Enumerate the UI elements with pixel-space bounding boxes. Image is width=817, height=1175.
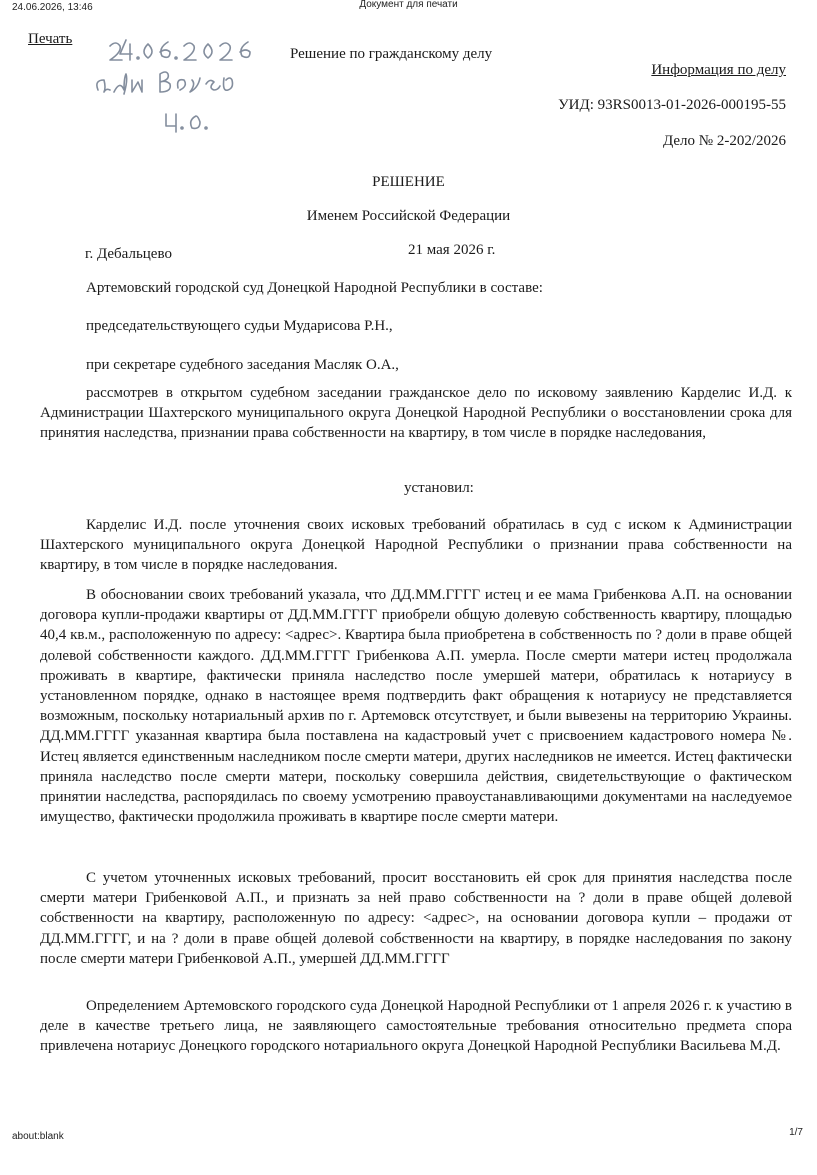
court-name: Артемовский городской суд Донецкой Народной Республики в составе: — [86, 280, 543, 296]
presiding-judge: председательствующего судьи Мударисова Р.Н., — [86, 318, 393, 334]
established-label: установил: — [404, 480, 474, 496]
print-datetime: 24.06.2026, 13:46 — [12, 2, 93, 13]
court-secretary: при секретаре судебного заседания Масляк О.А., — [86, 357, 399, 373]
paragraph-requests: С учетом уточненных исковых требований, просит восстановить ей срок для принятия наследства после смерти матери Грибенковой А.П., и признать за ней право собственности на ? доли в праве общей долевой собственности на квартиру, расположенную по адресу: <адрес>, на основании договора купли – продажи от ДД.ММ.ГГГГ, и на ? доли в праве общей долевой собственности на квартиру, в порядке наследования по закону после смерти матери Грибенковой А.П., умершей ДД.ММ.ГГГГ — [40, 870, 792, 967]
handwritten-note — [88, 36, 268, 146]
page-counter: 1/7 — [789, 1127, 803, 1138]
case-info-link[interactable]: Информация по делу — [651, 62, 786, 78]
paragraph-claim: Карделис И.Д. после уточнения своих исковых требований обратилась в суд с иском к Администрации Шахтерского муниципального округа Донецкой Народной Республики о признании права собственности на квартиру, в том числе в порядке наследования. — [40, 517, 792, 574]
case-number: Дело № 2-202/2026 — [662, 133, 786, 149]
decision-intro: рассмотрев в открытом судебном заседании гражданское дело по исковому заявлению Карделис И.Д. к Администрации Шахтерского муниципального округа Донецкой Народной Республики о восстановлении срока для принятия наследства, признании права собственности на квартиру, в том числе в порядке наследования, — [40, 385, 792, 442]
print-link[interactable]: Печать — [28, 31, 73, 47]
case-title: Решение по гражданскому делу — [290, 46, 493, 62]
paragraph-grounds: В обосновании своих требований указала, что ДД.ММ.ГГГГ истец и ее мама Грибенкова А.П. на основании договора купли-продажи квартиры от ДД.ММ.ГГГГ приобрели общую долевую собственность квартиру, площадью 40,4 кв.м., расположенную по адресу: <адрес>. Квартира была приобретена в собственность по ? доли в праве общей долевой собственности каждого. ДД.ММ.ГГГГ Грибенкова А.П. умерла. После смерти матери истец продолжала проживать в квартире, фактически приняла наследство после умершей матери, обратилась к нотариусу в установленном порядке, однако в настоящее время подтвердить факт обращения к нотариусу не представляется возможным, поскольку нотариальный архив по г. Артемовск отсутствует, и были вывезены на территорию Украины. ДД.ММ.ГГГГ указанная квартира была поставлена на кадастровый учет с присвоением кадастрового номера №. Истец является единственным наследником после смерти матери, других наследников не имеется. Истец фактически приняла наследство после смерти матери, поскольку совершила действия, свидетельствующие о фактическом принятии наследства, распорядилась по своему усмотрению правоустанавливающими документами на наследуемое имущество, фактически продолжила проживать в квартире после смерти матери. — [40, 587, 792, 826]
decision-heading: РЕШЕНИЕ — [372, 174, 445, 190]
decision-subheading: Именем Российской Федерации — [306, 208, 511, 224]
paragraph-ruling: Определением Артемовского городского суда Донецкой Народной Республики от 1 апреля 2026 г. к участию в деле в качестве третьего лица, не заявляющего самостоятельные требования относительно предмета спора привлечена нотариус Донецкого городского нотариального округа Донецкой Народной Республики Васильева М.Д. — [40, 998, 792, 1055]
case-uid: УИД: 93RS0013-01-2026-000195-55 — [558, 97, 786, 113]
print-url: about:blank — [12, 1131, 64, 1142]
decision-city: г. Дебальцево — [85, 246, 172, 262]
decision-date: 21 мая 2026 г. — [408, 242, 496, 258]
print-page-title: Документ для печати — [359, 0, 458, 10]
